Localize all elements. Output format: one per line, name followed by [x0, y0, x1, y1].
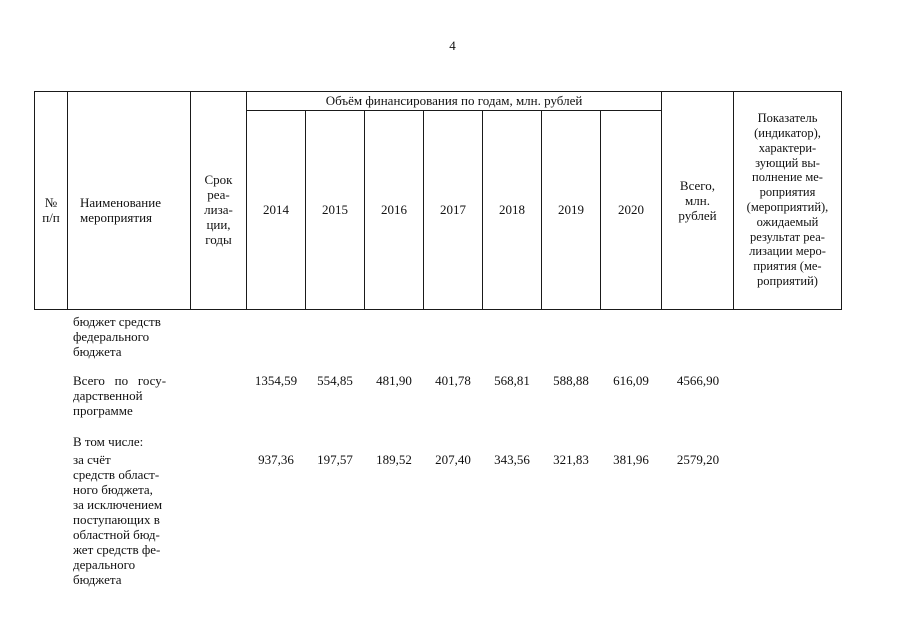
col-border: [841, 91, 842, 310]
header-funding-group: Объём финансирования по годам, млн. рублей: [325, 93, 583, 108]
continuation-text: бюджет средств федерального бюджета: [73, 314, 161, 359]
program-total-value: 588,88: [553, 373, 589, 388]
program-total-value: 554,85: [317, 373, 353, 388]
header-year: 2018: [499, 202, 525, 217]
header-number: № п/п: [42, 194, 60, 225]
header-year: 2016: [381, 202, 407, 217]
header-name: Наименование мероприятия: [80, 194, 161, 225]
regional-budget-value: 381,96: [613, 452, 649, 467]
regional-budget-value: 343,56: [494, 452, 530, 467]
header-bottom-border: [34, 309, 842, 310]
program-total-value: 568,81: [494, 373, 530, 388]
header-year: 2020: [618, 202, 644, 217]
program-total-label: Всего по госу- дарственной программе: [73, 373, 167, 418]
regional-budget-value: 197,57: [317, 452, 353, 467]
regional-budget-value: 937,36: [258, 452, 294, 467]
header-indicator: Показатель (индикатор), характери- зующий вы- полнение ме- роприятия (мероприятий), ожидаемый результат реа- лизации меро- приятия (ме- роприятий): [746, 111, 829, 288]
program-total-value: 481,90: [376, 373, 412, 388]
program-total-sum: 4566,90: [676, 373, 720, 388]
header-period: Срок реа- лиза- ции, годы: [204, 172, 233, 247]
regional-budget-label: за счёт средств област- ного бюджета, за исключением поступающих в областной бюд- жет средств фе- дерального бюджета: [73, 452, 163, 587]
program-total-value: 616,09: [613, 373, 649, 388]
regional-budget-value: 321,83: [553, 452, 589, 467]
col-border: [67, 91, 68, 310]
header-total: Всего, млн. рублей: [678, 177, 717, 223]
program-total-value: 401,78: [435, 373, 471, 388]
regional-budget-value: 189,52: [376, 452, 412, 467]
regional-budget-value: 207,40: [435, 452, 471, 467]
including-label: В том числе:: [73, 434, 144, 449]
header-year: 2014: [263, 202, 289, 217]
regional-budget-sum: 2579,20: [676, 452, 720, 467]
header-year: 2017: [440, 202, 466, 217]
header-year: 2015: [322, 202, 348, 217]
header-year: 2019: [558, 202, 584, 217]
program-total-value: 1354,59: [254, 373, 298, 388]
page-number: 4: [449, 38, 456, 53]
